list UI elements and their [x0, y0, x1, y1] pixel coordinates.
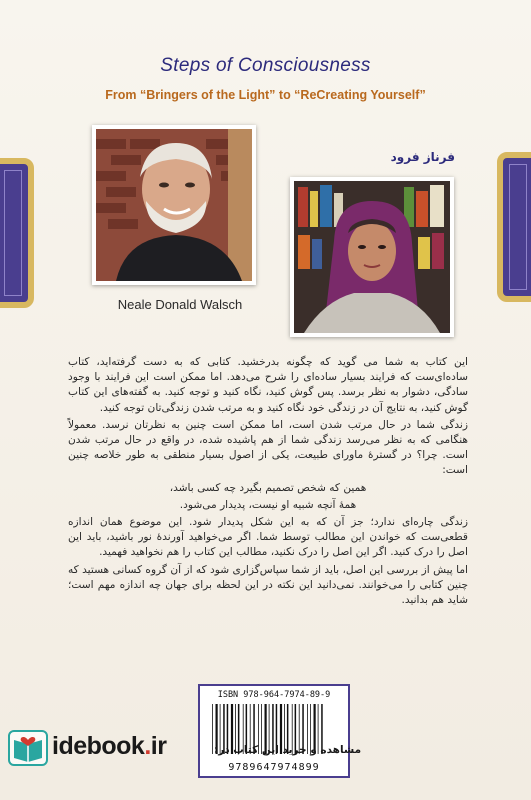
watermark-tagline: مشاهده و خرید این کتاب در:: [214, 744, 362, 756]
author-name: Neale Donald Walsch: [117, 297, 243, 312]
barcode-digits: 9789647974899: [228, 762, 320, 773]
translator-name: فرناز فرود: [390, 150, 455, 164]
blurb-quote-line: همین که شخص تصمیم بگیرد چه کسی باشد،: [169, 481, 367, 494]
brand-prefix: idebook: [52, 732, 145, 760]
author-photo: [92, 125, 256, 285]
open-book-heart-icon: [8, 730, 48, 766]
book-title: Steps of Consciousness: [160, 55, 371, 76]
watermark-brand: [52, 732, 166, 761]
brand-dot: .: [144, 732, 151, 760]
blurb-paragraph: زندگی چاره‌ای ندارد؛ جز آن که به این شکل پدیدار شود. این موضوع همان اندازه قطعی‌ست که خواندن این مطالب توسط شما. اگر می‌خواهید آورندهٔ نور باشید، باید این اصل را درک کنید. اگر این اصل را درک نکنید، مطالب این کتاب را هم نخواهید فهمید.: [68, 516, 468, 559]
translator-photo: [290, 177, 454, 337]
blurb-paragraph: زندگی شما در حال مرتب شدن است، اما ممکن است چنین به نظرتان نرسد. معمولاً هنگامی که به نظر می‌رسد زندگی شما از هم پاشیده شده، در واقع در حال مرتب شدن است. چرا؟ در گسترهٔ ماورای طبیعت، یکی از اصول بسیار منطقی به طور خلاصه چنین است:: [68, 418, 468, 477]
blurb-text: [68, 355, 468, 610]
left-decorative-tab: [0, 158, 34, 308]
blurb-paragraph: اما پیش از بررسی این اصل، باید از شما سپاس‌گزاری شود که از آن گروه کسانی هستید که چنین کتابی را می‌خوانند. نمی‌دانید این نکته در این لحظه برای جهان چه اندازه مهم است؛ شاید هم بدانید.: [68, 563, 468, 607]
blurb-paragraph: این کتاب به شما می گوید که چگونه بدرخشید. کتابی که به دست گرفته‌اید، کتاب ساده‌ای‌ست که فرایند بسیار ساده‌ای را شرح می‌دهد. اما ممکن است این فرایند با وجود سادگی، دشوار به نظر برسد. پس گوش کنید، نگاه کنید و توجه کنید. به گفته‌های این کتاب گوش کنید، به نتایج آن در زندگی خود نگاه کنید و به مرتب شدن زندگی‌تان توجه کنید.: [68, 356, 468, 414]
blurb-quote-line: همهٔ آنچه شبیه او نیست، پدیدار می‌شود.: [179, 498, 357, 511]
isbn-label: ISBN 978-964-7974-89-9: [217, 690, 331, 700]
right-decorative-tab: [497, 152, 531, 302]
site-watermark[interactable]: [0, 728, 531, 800]
brand-suffix: ir: [150, 732, 167, 760]
book-subtitle: From “Bringers of the Light” to “ReCreating Yourself”: [105, 88, 426, 102]
